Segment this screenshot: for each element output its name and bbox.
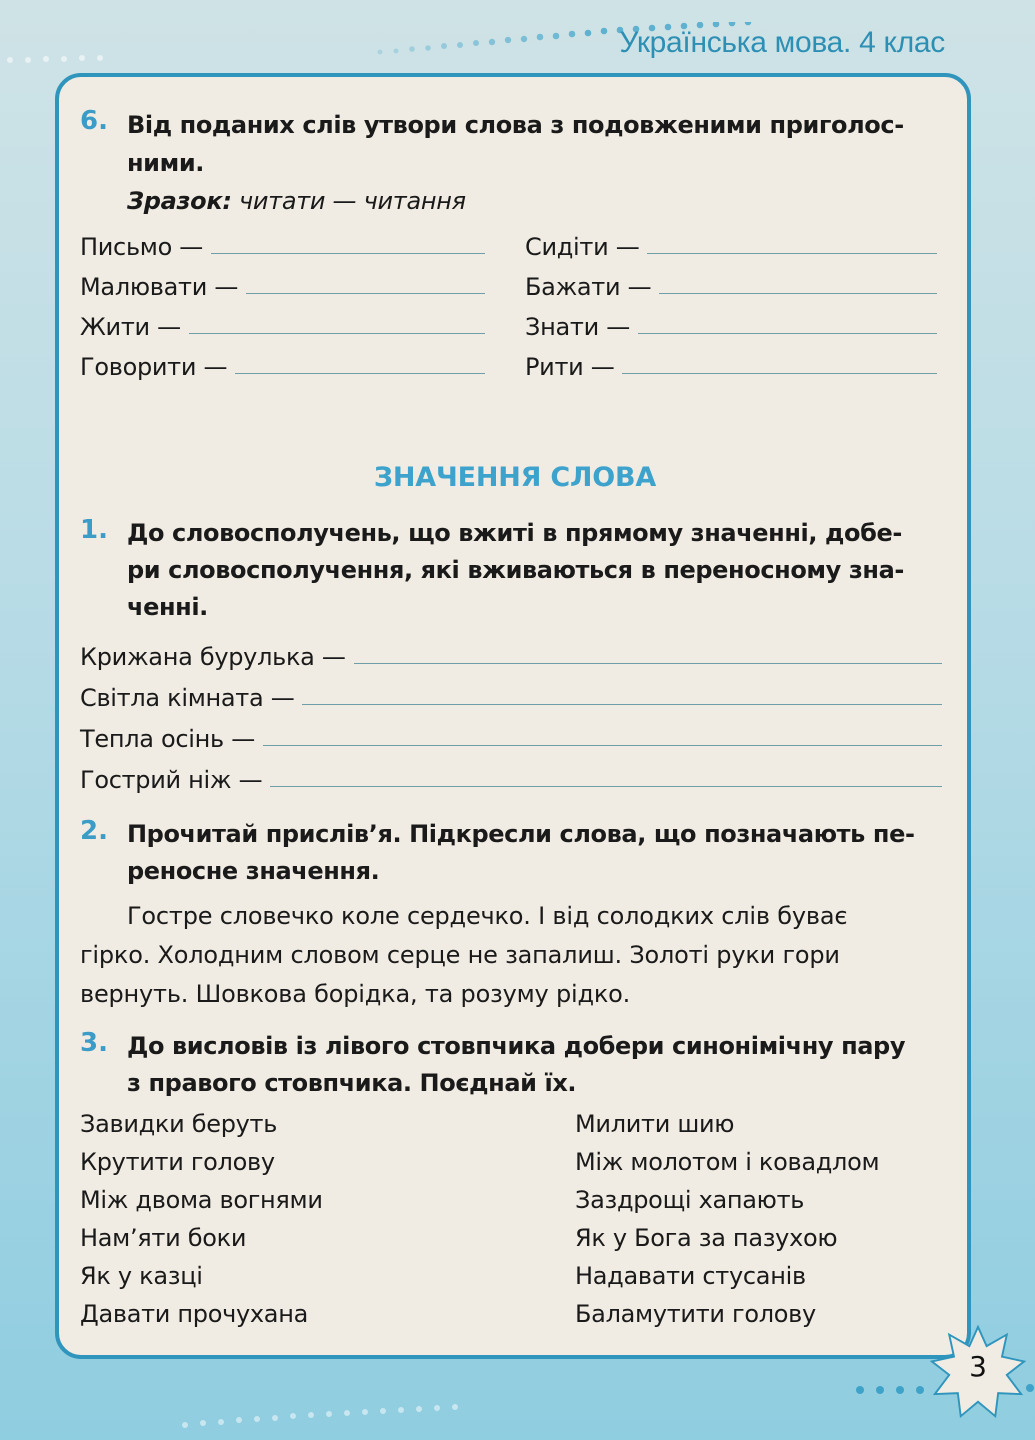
book-title-header: Українська мова. 4 клас [619, 26, 945, 59]
proverb-line[interactable]: гірко. Холодним словом серце не запалиш. Золоті руки гори [80, 941, 840, 969]
left-expression[interactable]: Крутити голову [80, 1148, 275, 1176]
proverb-line[interactable]: вернуть. Шовкова борідка, та розуму рідко. [80, 980, 631, 1008]
instruction-line: Прочитай прислів’я. Підкресли слова, що позначають пе- [127, 820, 915, 848]
instruction-line: ченні. [127, 593, 208, 621]
left-expression[interactable]: Давати прочухана [80, 1300, 309, 1328]
phrase-label: Гострий ніж — [80, 766, 263, 794]
instruction-line: Від поданих слів утвори слова з подовженими приголос- [127, 111, 904, 139]
right-expression[interactable]: Баламутити голову [575, 1300, 816, 1328]
left-expression[interactable]: Завидки беруть [80, 1110, 278, 1138]
word-label: Рити — [525, 353, 615, 381]
instruction-line: реносне значення. [127, 857, 380, 885]
word-label: Знати — [525, 313, 630, 341]
left-expression[interactable]: Нам’яти боки [80, 1224, 247, 1252]
phrase-label: Світла кімната — [80, 684, 295, 712]
left-expression[interactable]: Як у казці [80, 1262, 203, 1290]
task-number: 1. [80, 515, 108, 545]
task-number: 3. [80, 1028, 108, 1058]
example-label: Зразок: [127, 187, 232, 215]
phrase-label: Тепла осінь — [80, 725, 255, 753]
instruction-line: До словосполучень, що вжиті в прямому значенні, добе- [127, 519, 902, 547]
word-label: Жити — [80, 313, 181, 341]
right-expression[interactable]: Надавати стусанів [575, 1262, 806, 1290]
phrase-label: Крижана бурулька — [80, 643, 346, 671]
word-label: Бажати — [525, 273, 652, 301]
page-number: 3 [969, 1350, 987, 1383]
right-expression[interactable]: Заздрощі хапають [575, 1186, 805, 1214]
left-expression[interactable]: Між двома вогнями [80, 1186, 323, 1214]
word-label: Сидіти — [525, 233, 640, 261]
task-number: 6. [80, 106, 108, 136]
task-number: 2. [80, 816, 108, 846]
right-expression[interactable]: Милити шию [575, 1110, 735, 1138]
word-label: Письмо — [80, 233, 204, 261]
proverb-line[interactable]: Гостре словечко коле сердечко. І від солодких слів буває [127, 902, 848, 930]
instruction-line: ри словосполучення, які вживаються в переносному зна- [127, 556, 904, 584]
word-label: Малювати — [80, 273, 239, 301]
instruction-line: ними. [127, 149, 204, 177]
example-text: читати — читання [231, 187, 466, 215]
instruction-line: з правого стовпчика. Поєднай їх. [127, 1069, 577, 1097]
right-expression[interactable]: Як у Бога за пазухою [575, 1224, 838, 1252]
instruction-line: До висловів із лівого стовпчика добери синонімічну пару [127, 1032, 906, 1060]
right-expression[interactable]: Між молотом і ковадлом [575, 1148, 880, 1176]
section-title: ЗНАЧЕННЯ СЛОВА [373, 462, 657, 493]
word-label: Говорити — [80, 353, 228, 381]
